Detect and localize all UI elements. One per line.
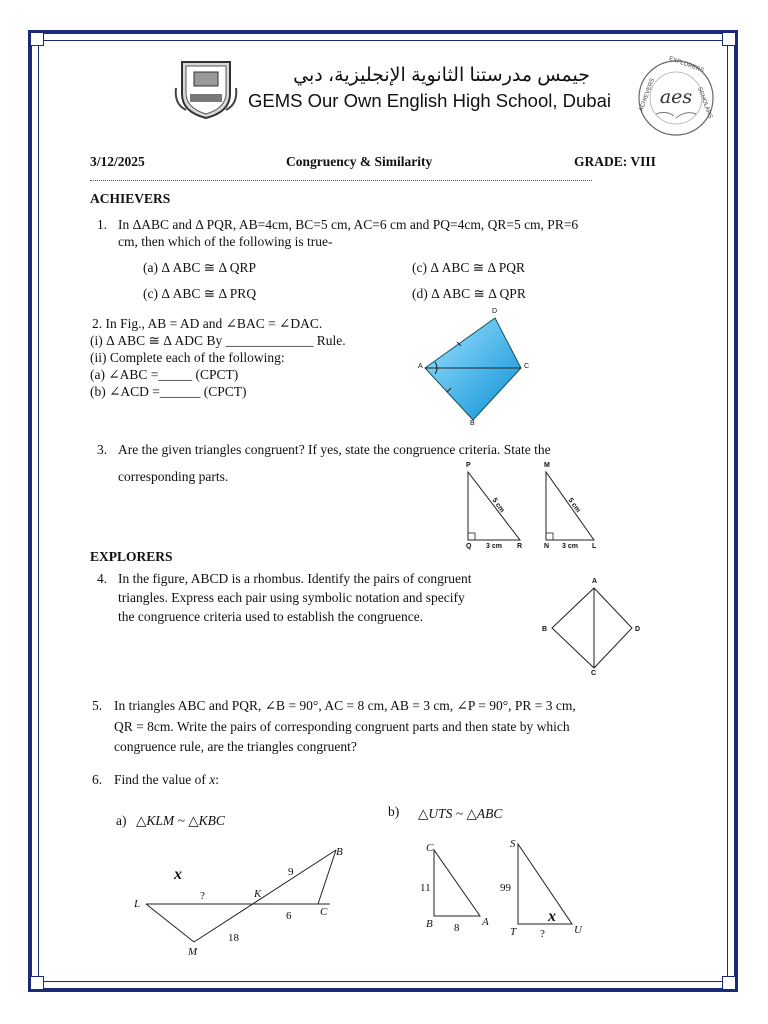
q6b-unknown: ? <box>540 928 545 940</box>
q2-text-line5: (b) ∠ACD =______ (CPCT) <box>90 384 247 399</box>
q3-label-l: L <box>592 543 597 550</box>
q1-number: 1. <box>97 217 108 232</box>
q1-option-a: (a) Δ ABC ≅ Δ QRP <box>143 260 257 275</box>
q5-text-line1: In triangles ABC and PQR, ∠B = 90°, AC = 8 cm, AB = 3 cm, ∠P = 90°, PR = 3 cm, <box>114 698 576 713</box>
worksheet-topic: Congruency & Similarity <box>286 154 433 169</box>
q6a-label-l: L <box>134 898 141 910</box>
q3-base-label-2: 3 cm <box>562 543 578 550</box>
q2-text-line3: (ii) Complete each of the following: <box>90 350 285 365</box>
q4-text-line2: triangles. Express each pair using symbolic notation and specify <box>118 590 465 605</box>
q6-a-relation: △KLM ~ △KBC <box>136 813 225 828</box>
q3-label-q: Q <box>466 543 472 550</box>
q1-option-d: (d) Δ ABC ≅ Δ QPR <box>412 286 526 301</box>
worksheet-grade: GRADE: VIII <box>574 154 656 169</box>
q2-text-line2: (i) Δ ABC ≅ Δ ADC By _____________ Rule. <box>90 333 346 348</box>
q5-text-line3: congruence rule, are the triangles congruent? <box>114 739 357 754</box>
q1-option-c2: (c) Δ ABC ≅ Δ PRQ <box>143 286 257 301</box>
q6b-label-c: C <box>426 842 434 854</box>
q5-text-line2: QR = 8cm. Write the pairs of corresponding congruent parts and then state by which <box>114 719 570 734</box>
dotted-divider <box>90 180 592 181</box>
q6-number: 6. <box>92 772 103 787</box>
q1-text-line2: cm, then which of the following is true- <box>118 234 333 249</box>
q3-label-n: N <box>544 543 550 550</box>
border-corner <box>722 32 736 46</box>
q6a-label-m: M <box>188 946 198 958</box>
badge-ring-top: EXPLORERS <box>668 55 705 75</box>
border-corner <box>30 976 44 990</box>
q4-text-line3: the congruence criteria used to establish the congruence. <box>118 609 424 624</box>
q6-a-label: a) <box>116 813 127 828</box>
q6a-length-6: 6 <box>286 910 292 922</box>
q6b-variable-x: x <box>548 908 556 925</box>
q3-text-line1: Are the given triangles congruent? If yes, state the congruence criteria. State the <box>118 442 551 457</box>
school-crest-logo <box>172 58 240 120</box>
q4-label-a: A <box>592 578 598 585</box>
school-name-english: GEMS Our Own English High School, Dubai <box>248 90 611 111</box>
q6a-unknown: ? <box>200 890 205 902</box>
q5-number: 5. <box>92 698 103 713</box>
q6-b-relation: △UTS ~ △ABC <box>418 806 503 821</box>
q6a-length-18: 18 <box>228 932 239 944</box>
q3-hyp-label-1: 5 cm <box>490 496 506 515</box>
q4-label-b: B <box>542 626 548 633</box>
q6b-length-99: 99 <box>500 882 511 894</box>
q6-figure-a <box>128 838 358 962</box>
badge-ring-right: SCHOLARS <box>696 86 713 120</box>
q3-base-label-1: 3 cm <box>486 543 502 550</box>
q1-option-c1: (c) Δ ABC ≅ Δ PQR <box>412 260 526 275</box>
q3-label-m: M <box>544 462 550 469</box>
q6b-length-8: 8 <box>454 922 460 934</box>
q1-text-line1: In ΔABC and Δ PQR, AB=4cm, BC=5 cm, AC=6 cm and PQ=4cm, QR=5 cm, PR=6 <box>118 217 579 232</box>
q2-text-line4: (a) ∠ABC =_____ (CPCT) <box>90 367 239 382</box>
q3-label-p: P <box>466 462 471 469</box>
school-name-arabic: جيمس مدرستنا الثانوية الإنجليزية، دبي <box>293 65 590 86</box>
q3-triangle-pqr <box>462 462 532 558</box>
q3-triangle-mnl <box>540 462 610 558</box>
q4-label-c: C <box>591 670 597 677</box>
q2-kite-figure <box>415 308 535 430</box>
q6b-label-u: U <box>574 924 582 936</box>
q6a-variable-x: x <box>174 866 182 883</box>
aes-badge <box>636 55 716 138</box>
q4-number: 4. <box>97 571 108 586</box>
q6a-label-c: C <box>320 906 328 918</box>
q2-fig-label-d: D <box>492 308 498 315</box>
q4-rhombus-figure <box>538 578 648 682</box>
q3-label-r: R <box>517 543 523 550</box>
q6b-label-b: B <box>426 918 433 930</box>
q2-fig-label-a: A <box>418 363 423 370</box>
q6b-label-s: S <box>510 838 516 850</box>
q2-text-line1: 2. In Fig., AB = AD and ∠BAC = ∠DAC. <box>92 316 323 331</box>
q4-text-line1: In the figure, ABCD is a rhombus. Identify the pairs of congruent <box>118 571 472 586</box>
q6b-label-a: A <box>482 916 489 928</box>
q3-hyp-label-2: 5 cm <box>566 496 582 515</box>
q6-b-label: b) <box>388 804 400 819</box>
q2-fig-label-c: C <box>524 363 530 370</box>
q3-text-line2: corresponding parts. <box>118 469 229 484</box>
q2-fig-label-b: B <box>470 420 475 427</box>
q6a-label-k: K <box>254 888 262 900</box>
q6-prompt: Find the value of x: <box>114 772 219 787</box>
q6b-label-t: T <box>510 926 517 938</box>
q6-figure-b <box>412 836 592 940</box>
section-achievers: ACHIEVERS <box>90 191 171 206</box>
q3-number: 3. <box>97 442 108 457</box>
border-corner <box>722 976 736 990</box>
badge-ring-left: ACHIEVERS <box>638 77 657 113</box>
worksheet-date: 3/12/2025 <box>90 154 145 169</box>
section-explorers: EXPLORERS <box>90 549 173 564</box>
badge-text: aes <box>659 86 693 108</box>
q6b-length-11: 11 <box>420 882 431 894</box>
q6a-label-b: B <box>336 846 343 858</box>
q6a-length-9: 9 <box>288 866 294 878</box>
q4-label-d: D <box>635 626 641 633</box>
border-corner <box>30 32 44 46</box>
